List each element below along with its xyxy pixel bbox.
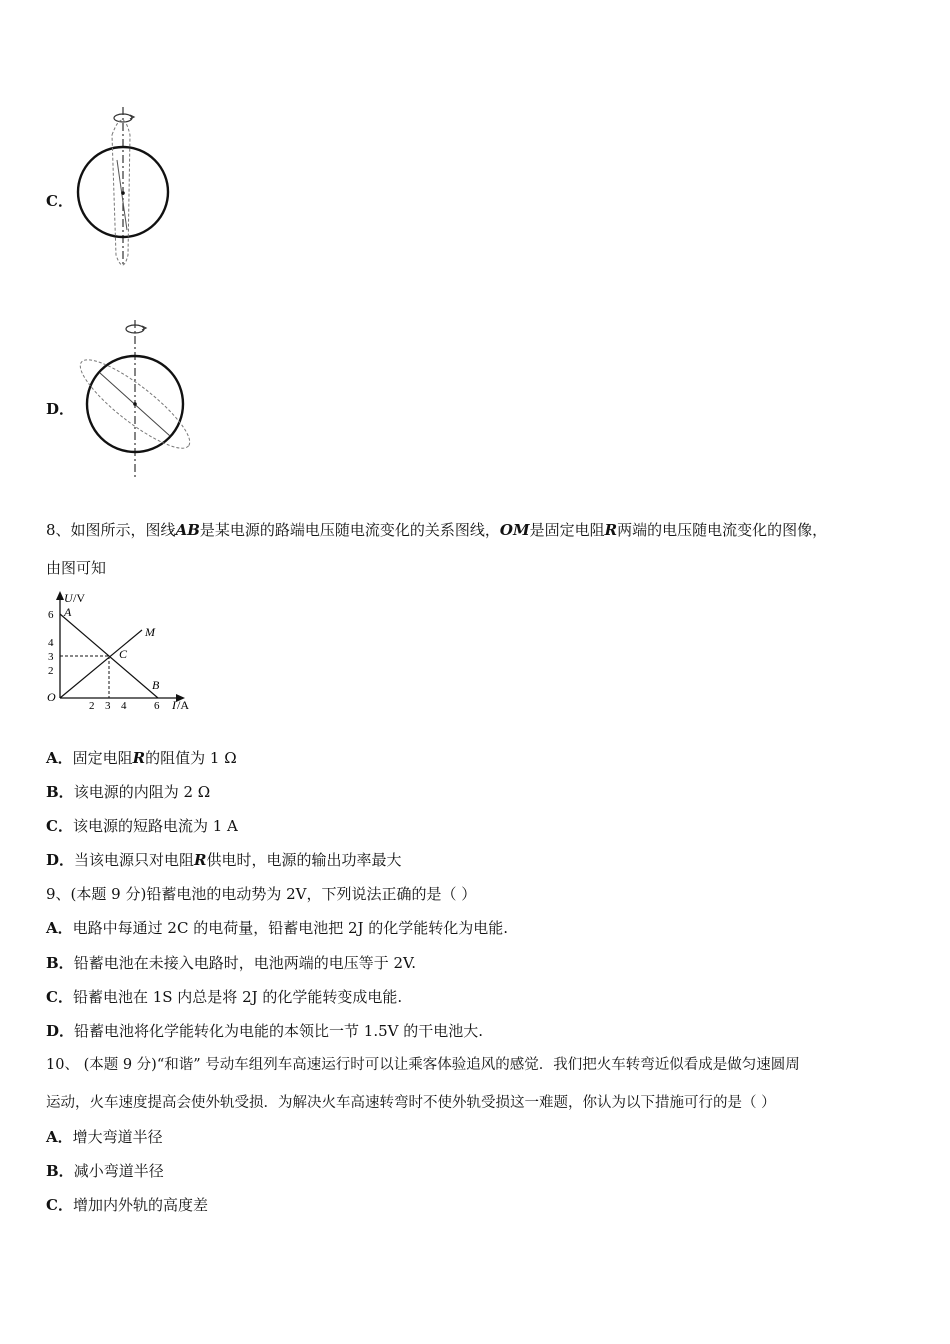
- option-c-label: C．: [46, 192, 73, 210]
- option-text: 该电源的短路电流为 1 A: [72, 817, 238, 835]
- q10-option-c[interactable]: [46, 1195, 208, 1215]
- option-text: 铅蓄电池将化学能转化为电能的本领比一节 1.5V 的干电池大.: [74, 1022, 484, 1040]
- y-tick: 3: [48, 651, 54, 663]
- q10-option-b[interactable]: [46, 1161, 164, 1181]
- q8-option-d[interactable]: [46, 850, 402, 870]
- option-label: D．: [46, 1022, 75, 1040]
- q8-var-r: R: [604, 521, 618, 539]
- q8-var-ab: AB: [175, 521, 200, 539]
- line-om: [60, 630, 142, 698]
- y-label-u: U: [64, 591, 73, 605]
- q9-stem: [46, 884, 476, 904]
- q9-option-d[interactable]: [46, 1021, 483, 1041]
- option-d-label: D．: [46, 400, 75, 418]
- x-tick: 4: [121, 700, 127, 712]
- point-b-label: B: [152, 678, 160, 692]
- option-label: A．: [46, 1128, 73, 1146]
- q10-stem-text: (本题 9 分)“和谐” 号动车组列车高速运行时可以让乘客体验追风的感觉．我们把火车转弯近似看成是做匀速圆周: [83, 1057, 800, 1073]
- option-c-figure: [70, 105, 180, 270]
- option-var: R: [132, 749, 146, 767]
- x-label-i: I: [172, 698, 176, 712]
- option-d-figure: [75, 318, 195, 483]
- x-tick: 6: [154, 700, 160, 712]
- q8-number: 8、: [46, 521, 71, 539]
- q8-text-d: 两端的电压随电流变化的图像，: [617, 521, 828, 539]
- q9-option-b[interactable]: [46, 953, 416, 973]
- option-text: 铅蓄电池在未接入电路时，电池两端的电压等于 2V.: [73, 954, 416, 972]
- option-label: D．: [46, 851, 75, 869]
- point-m-label: M: [145, 625, 155, 639]
- option-label: B．: [46, 954, 74, 972]
- q8-stem-line2: 由图可知: [46, 559, 107, 577]
- q8-option-c[interactable]: [46, 816, 238, 836]
- option-label: B．: [46, 1162, 74, 1180]
- q8-ui-graph: [42, 588, 202, 716]
- y-tick: 2: [48, 665, 54, 677]
- q10-stem-line2: 运动，火车速度提高会使外轨受损．为解决火车高速转弯时不使外轨受损这一难题，你认为以下措施可行的是（ ）: [46, 1095, 776, 1111]
- x-label-unit: /A: [177, 698, 189, 712]
- option-label: B．: [46, 783, 74, 801]
- q8-text-c: 是固定电阻: [529, 521, 605, 539]
- option-text: 铅蓄电池在 1S 内总是将 2J 的化学能转变成电能.: [72, 988, 403, 1006]
- x-tick: 2: [89, 700, 95, 712]
- option-label: A．: [46, 749, 73, 767]
- y-tick: 4: [48, 637, 54, 649]
- q9-option-c[interactable]: [46, 987, 402, 1007]
- q10-number: 10、: [46, 1057, 79, 1073]
- q9-stem-text: (本题 9 分)铅蓄电池的电动势为 2V，下列说法正确的是（ ）: [70, 885, 477, 903]
- q8-text-b: 是某电源的路端电压随电流变化的关系图线，: [199, 521, 500, 539]
- option-label: C．: [46, 817, 73, 835]
- option-text: 该电源的内阻为 2 Ω: [73, 783, 211, 801]
- option-var: R: [194, 851, 207, 869]
- origin-label: O: [47, 690, 56, 704]
- option-text: 当该电源只对电阻: [74, 851, 195, 869]
- x-tick: 3: [105, 700, 111, 712]
- option-text: 减小弯道半径: [73, 1162, 164, 1180]
- option-text: 电路中每通过 2C 的电荷量，铅蓄电池把 2J 的化学能转化为电能.: [72, 919, 509, 937]
- y-axis-arrow: [56, 591, 64, 600]
- point-c-label: C: [119, 647, 128, 661]
- q9-option-a[interactable]: [46, 918, 508, 938]
- y-tick: 6: [48, 609, 54, 621]
- option-text: 固定电阻: [72, 749, 133, 767]
- option-text: 供电时，电源的输出功率最大: [206, 851, 402, 869]
- q8-var-om: OM: [499, 521, 530, 539]
- y-label-unit: /V: [73, 591, 85, 605]
- point-a-label: A: [64, 605, 72, 619]
- option-label: C．: [46, 1196, 73, 1214]
- q8-stem-line1: [46, 520, 827, 540]
- q8-option-a[interactable]: [46, 748, 237, 768]
- q8-text-a: 如图所示，图线: [70, 521, 176, 539]
- q10-stem-line1: [46, 1055, 800, 1075]
- option-text: 增加内外轨的高度差: [72, 1196, 208, 1214]
- option-label: A．: [46, 919, 73, 937]
- q8-option-b[interactable]: [46, 782, 210, 802]
- q10-option-a[interactable]: [46, 1127, 163, 1147]
- option-text: 的阻值为 1 Ω: [145, 749, 237, 767]
- option-label: C．: [46, 988, 73, 1006]
- option-text: 增大弯道半径: [72, 1128, 163, 1146]
- q9-number: 9、: [46, 885, 71, 903]
